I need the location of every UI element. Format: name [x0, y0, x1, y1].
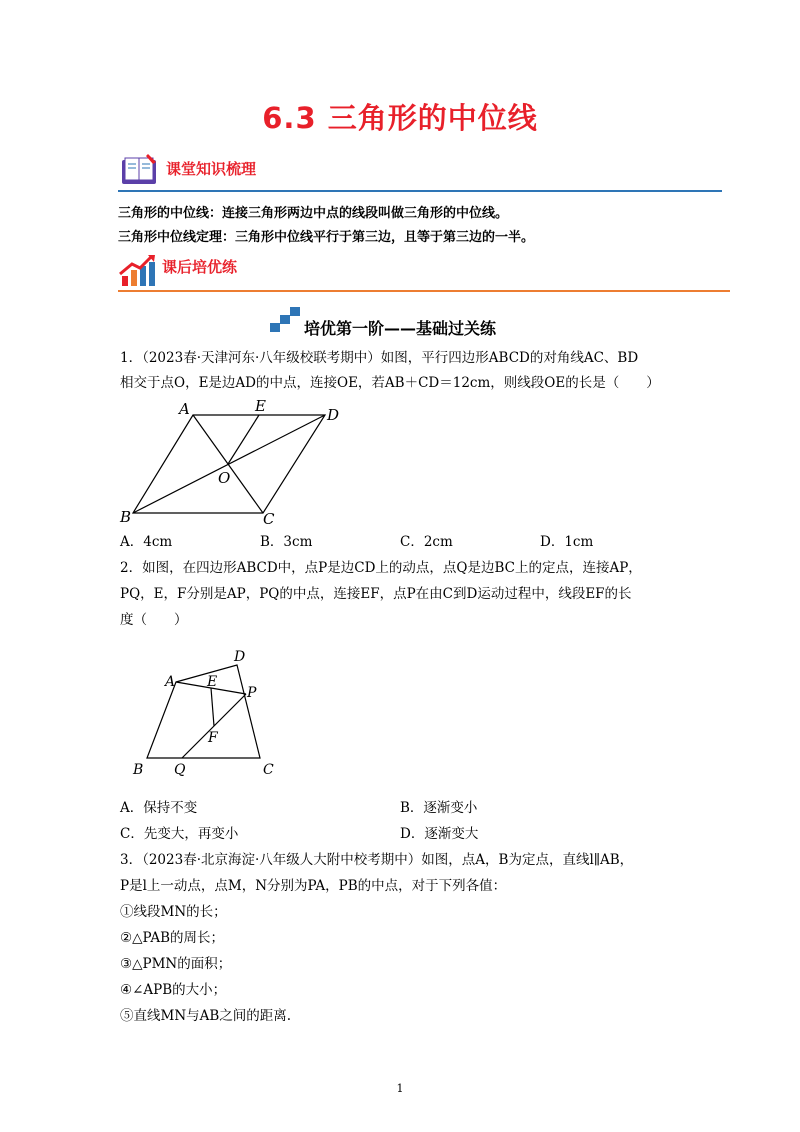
knowledge-line-2: 三角形中位线定理：三角形中位线平行于第三边，且等于第三边的一半。 [118, 230, 535, 245]
q3-item-3: ③△PMN的面积； [120, 956, 232, 972]
stage-title: 培优第一阶——基础过关练 [303, 319, 496, 338]
q2-choice-c[interactable]: C．先变大，再变小 [120, 826, 239, 842]
q1-choice-d[interactable]: D．1cm [540, 534, 594, 550]
q1-label-O: O [218, 469, 231, 487]
q1-choice-c[interactable]: C．2cm [400, 534, 453, 550]
q2-stem-line-3: 度（ ） [120, 612, 188, 628]
section-divider-orange [118, 290, 730, 292]
knowledge-line-1: 三角形的中位线：连接三角形两边中点的线段叫做三角形的中位线。 [118, 206, 509, 221]
q2-choice-b[interactable]: B．逐渐变小 [400, 800, 478, 816]
q1-label-A: A [179, 400, 190, 418]
section-label-knowledge: 课堂知识梳理 [166, 160, 257, 178]
q2-stem-line-2: PQ，E，F分别是AP，PQ的中点，连接EF，点P在由C到D运动过程中，线段EF的长 [120, 586, 632, 602]
q2-label-E: E [207, 674, 218, 690]
q2-label-F: F [208, 730, 218, 746]
q1-choice-b[interactable]: B．3cm [260, 534, 313, 550]
q2-quadrilateral-figure [125, 645, 285, 780]
q2-choice-d[interactable]: D．逐渐变大 [400, 826, 479, 842]
q1-choice-a[interactable]: A．4cm [120, 534, 173, 550]
book-icon [118, 152, 162, 190]
q1-stem-line-1: 1．（2023春·天津河东·八年级校联考期中）如图，平行四边形ABCD的对角线AC、BD [120, 350, 639, 366]
q3-stem-line-2: P是l上一动点，点M，N分别为PA，PB的中点，对于下列各值： [120, 878, 507, 894]
q2-label-Q: Q [174, 762, 186, 778]
q2-stem-line-1: 2．如图，在四边形ABCD中，点P是边CD上的动点，点Q是边BC上的定点，连接AP， [120, 560, 642, 576]
q2-label-B: B [133, 762, 144, 778]
q2-choice-a[interactable]: A．保持不变 [120, 800, 198, 816]
q2-label-A: A [165, 674, 176, 690]
q3-item-5: ⑤直线MN与AB之间的距离. [120, 1008, 292, 1024]
q3-item-2: ②△PAB的周长； [120, 930, 224, 946]
q1-label-B: B [120, 508, 132, 526]
q2-label-D: D [234, 649, 246, 665]
q1-label-E: E [255, 398, 266, 415]
q2-label-P: P [247, 685, 257, 701]
q3-stem-line-1: 3．（2023春·北京海淀·八年级人大附中校考期中）如图，点A，B为定点，直线l∥AB， [120, 852, 634, 868]
page-title: 6.3 三角形的中位线 [262, 101, 538, 135]
q1-label-C: C [263, 510, 275, 528]
page-number: 1 [396, 1082, 404, 1095]
q3-item-1: ①线段MN的长； [120, 904, 227, 920]
q2-label-C: C [263, 762, 274, 778]
q1-label-D: D [327, 406, 340, 424]
growth-chart-icon [118, 252, 158, 288]
section-divider-blue [118, 190, 722, 192]
q3-item-4: ④∠APB的大小； [120, 982, 227, 998]
section-label-practice: 课后培优练 [162, 258, 238, 276]
q1-parallelogram-figure [115, 398, 365, 530]
q1-stem-line-2: 相交于点O，E是边AD的中点，连接OE，若AB＋CD＝12cm，则线段OE的长是（ ） [120, 375, 660, 391]
